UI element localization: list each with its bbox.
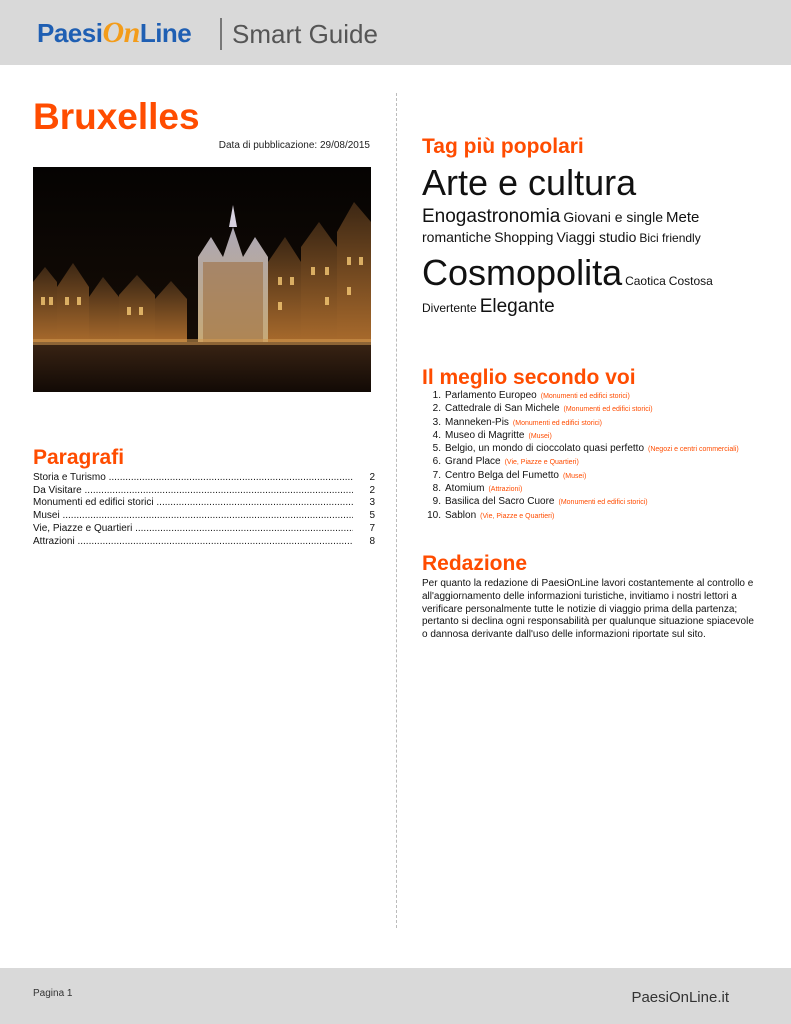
list-item-number: 1. (432, 390, 441, 401)
list-item-category: (Attrazioni) (488, 486, 523, 494)
tag-link[interactable]: Costosa (668, 274, 713, 289)
list-item-name: Museo di Magritte (445, 429, 525, 441)
tag-link[interactable]: Shopping (494, 229, 554, 246)
list-item-name: Belgio, un mondo di cioccolato quasi perfetto (445, 443, 645, 455)
toc-item-label: Da Visitare ..... (33, 485, 353, 498)
list-item[interactable] (422, 456, 782, 469)
list-item-number: 10. (427, 509, 441, 521)
redazione-text: Per quanto la redazione di PaesiOnLine lavori costantemente al controllo e all'aggiornamento delle informazioni turistiche, invitiamo i nostri lettori a verificare personalmente tutte le notizie di viaggio prima della partenza; pertanto si declina ogni responsabilità per qualunque situazione spiacevole o dannosa derivante dall'uso delle informazioni riportate sul sito. (422, 578, 754, 641)
toc-item[interactable] (33, 497, 375, 510)
logo-text-line: Line (139, 18, 192, 48)
header-subtitle: Smart Guide (232, 19, 378, 49)
site-link[interactable]: PaesiOnLine.it (631, 989, 729, 1006)
toc-item-page: 5 (369, 510, 375, 522)
tag-link[interactable]: Arte e cultura (422, 162, 637, 203)
list-item[interactable] (422, 430, 782, 443)
list-item-number: 5. (432, 443, 441, 455)
list-item-name: Grand Place (445, 456, 501, 468)
list-item-name: Cattedrale di San Michele (445, 403, 560, 415)
tag-link[interactable]: Elegante (479, 295, 555, 317)
list-item-name: Manneken-Pis (445, 416, 509, 428)
toc-item[interactable] (33, 485, 375, 498)
list-item-name: Basilica del Sacro Cuore (445, 496, 555, 508)
paragrafi-heading: Paragrafi (33, 446, 125, 469)
list-item[interactable] (422, 496, 782, 509)
list-item[interactable] (422, 443, 782, 456)
list-item-number: 2. (432, 403, 441, 415)
toc-item-page: 8 (369, 535, 375, 547)
list-item-category: (Monumenti ed edifici storici) (563, 406, 653, 414)
redazione-heading: Redazione (422, 552, 528, 575)
best-list (422, 390, 782, 523)
header-separator (220, 18, 222, 50)
logo-text-paesi: Paesi (37, 18, 103, 48)
list-item-category: (Monumenti ed edifici storici) (540, 393, 630, 400)
tag-link[interactable]: romantiche (422, 229, 492, 246)
paesionline-logo[interactable] (37, 16, 191, 50)
list-item-name: Parlamento Europeo (445, 390, 537, 401)
tag-link[interactable]: Divertente (422, 300, 477, 315)
list-item-category: (Monumenti ed edifici storici) (558, 499, 648, 507)
toc-item-page: 7 (369, 522, 375, 534)
toc-item[interactable] (33, 536, 375, 549)
city-photo (33, 167, 371, 392)
list-item[interactable] (422, 390, 782, 403)
tag-link[interactable]: Bici friendly (639, 231, 701, 246)
list-item-number: 7. (432, 469, 441, 481)
list-item[interactable] (422, 483, 782, 496)
list-item-category: (Negozi e centri commerciali) (648, 446, 739, 454)
toc-item-label: Attrazioni ..... (33, 536, 353, 549)
toc-item-label: Monumenti ed edifici storici ..... (33, 497, 353, 510)
publication-date: Data di pubblicazione: 29/08/2015 (218, 140, 370, 151)
page-title: Bruxelles (33, 96, 200, 137)
toc-item[interactable] (33, 523, 375, 536)
list-item[interactable] (422, 470, 782, 483)
tags-heading: Tag più popolari (422, 135, 584, 158)
toc-item-label: Vie, Piazze e Quartieri ..... (33, 523, 353, 536)
list-item-category: (Musei) (528, 432, 552, 440)
list-item-name: Sablon (445, 509, 477, 521)
header-band (0, 0, 791, 65)
tag-link[interactable]: Cosmopolita (422, 252, 623, 294)
list-item-category: (Vie, Piazze e Quartieri) (480, 512, 555, 520)
column-divider (396, 93, 397, 928)
paragrafi-toc (33, 472, 375, 548)
list-item-category: (Musei) (562, 472, 587, 480)
list-item-category: (Monumenti ed edifici storici) (512, 419, 603, 427)
list-item[interactable] (422, 417, 782, 430)
toc-item-page: 3 (369, 497, 375, 509)
list-item-category: (Vie, Piazze e Quartieri) (504, 459, 579, 467)
list-item-number: 4. (432, 429, 441, 441)
list-item-number: 3. (432, 416, 441, 428)
tag-link[interactable]: Caotica (625, 274, 666, 289)
list-item[interactable] (422, 510, 782, 523)
list-item-number: 9. (432, 496, 441, 508)
tag-cloud (422, 163, 762, 318)
toc-item-label: Musei ..... (33, 510, 353, 523)
grand-place-night-image (33, 167, 371, 392)
list-item-name: Atomium (445, 483, 485, 495)
page-number: Pagina 1 (33, 988, 73, 999)
tag-link[interactable]: Viaggi studio (556, 229, 637, 246)
tag-link[interactable]: Giovani e single (563, 208, 663, 225)
list-item-name: Centro Belga del Fumetto (445, 469, 559, 481)
tag-link[interactable]: Enogastronomia (422, 205, 561, 227)
toc-item[interactable] (33, 472, 375, 485)
toc-item-page: 2 (369, 472, 375, 483)
list-item-number: 8. (432, 483, 441, 495)
best-heading: Il meglio secondo voi (422, 366, 636, 389)
toc-item-page: 2 (369, 484, 375, 496)
toc-item[interactable] (33, 510, 375, 523)
list-item-number: 6. (432, 456, 441, 468)
logo-text-on: On (102, 16, 140, 49)
toc-item-label: Storia e Turismo ..... (33, 472, 353, 485)
tag-link[interactable]: Mete (666, 208, 700, 226)
list-item[interactable] (422, 403, 782, 416)
